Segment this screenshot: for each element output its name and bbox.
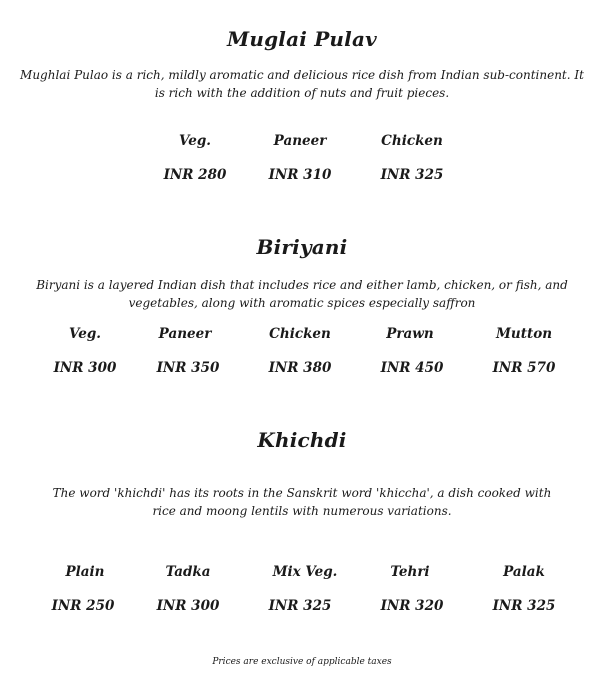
item-price: INR 450 — [380, 360, 444, 376]
item-name: Mutton — [495, 326, 553, 342]
item-price: INR 310 — [268, 167, 332, 183]
item-price: INR 325 — [268, 598, 332, 614]
item-name: Chicken — [269, 326, 331, 342]
item-name: Palak — [503, 564, 545, 580]
item-name: Veg. — [179, 133, 211, 149]
section-title-muglai-pulav: Muglai Pulav — [227, 27, 377, 51]
section-title-khichdi: Khichdi — [257, 428, 347, 452]
section-description-khichdi: The word 'khichdi' has its roots in the Sanskrit word 'khiccha', a dish cooked with rice and moong lentils with numerous variations. — [52, 486, 552, 518]
item-price: INR 350 — [156, 360, 220, 376]
item-name: Tadka — [165, 564, 211, 580]
section-description-muglai-pulav: Mughlai Pulao is a rich, mildly aromatic and delicious rice dish from Indian sub-continent. It is rich with the addition of nuts and fruit pieces. — [20, 68, 584, 100]
item-name: Paneer — [273, 133, 327, 149]
item-name: Plain — [65, 564, 105, 580]
section-title-biriyani: Biriyani — [256, 235, 348, 259]
item-name: Chicken — [381, 133, 443, 149]
item-price: INR 280 — [163, 167, 227, 183]
item-price: INR 380 — [268, 360, 332, 376]
item-price: INR 300 — [53, 360, 117, 376]
item-price: INR 250 — [51, 598, 115, 614]
item-price: INR 320 — [380, 598, 444, 614]
item-name: Mix Veg. — [272, 564, 338, 580]
item-price: INR 325 — [380, 167, 444, 183]
price-disclaimer: Prices are exclusive of applicable taxes — [212, 657, 392, 667]
section-description-biriyani: Biryani is a layered Indian dish that includes rice and either lamb, chicken, or fish, and vegetables, along with aromatic spices especially saffron — [36, 278, 568, 310]
item-price: INR 300 — [156, 598, 220, 614]
item-name: Prawn — [386, 326, 434, 342]
item-price: INR 570 — [492, 360, 556, 376]
item-price: INR 325 — [492, 598, 556, 614]
item-name: Tehri — [390, 564, 430, 580]
item-name: Paneer — [158, 326, 212, 342]
item-name: Veg. — [69, 326, 101, 342]
